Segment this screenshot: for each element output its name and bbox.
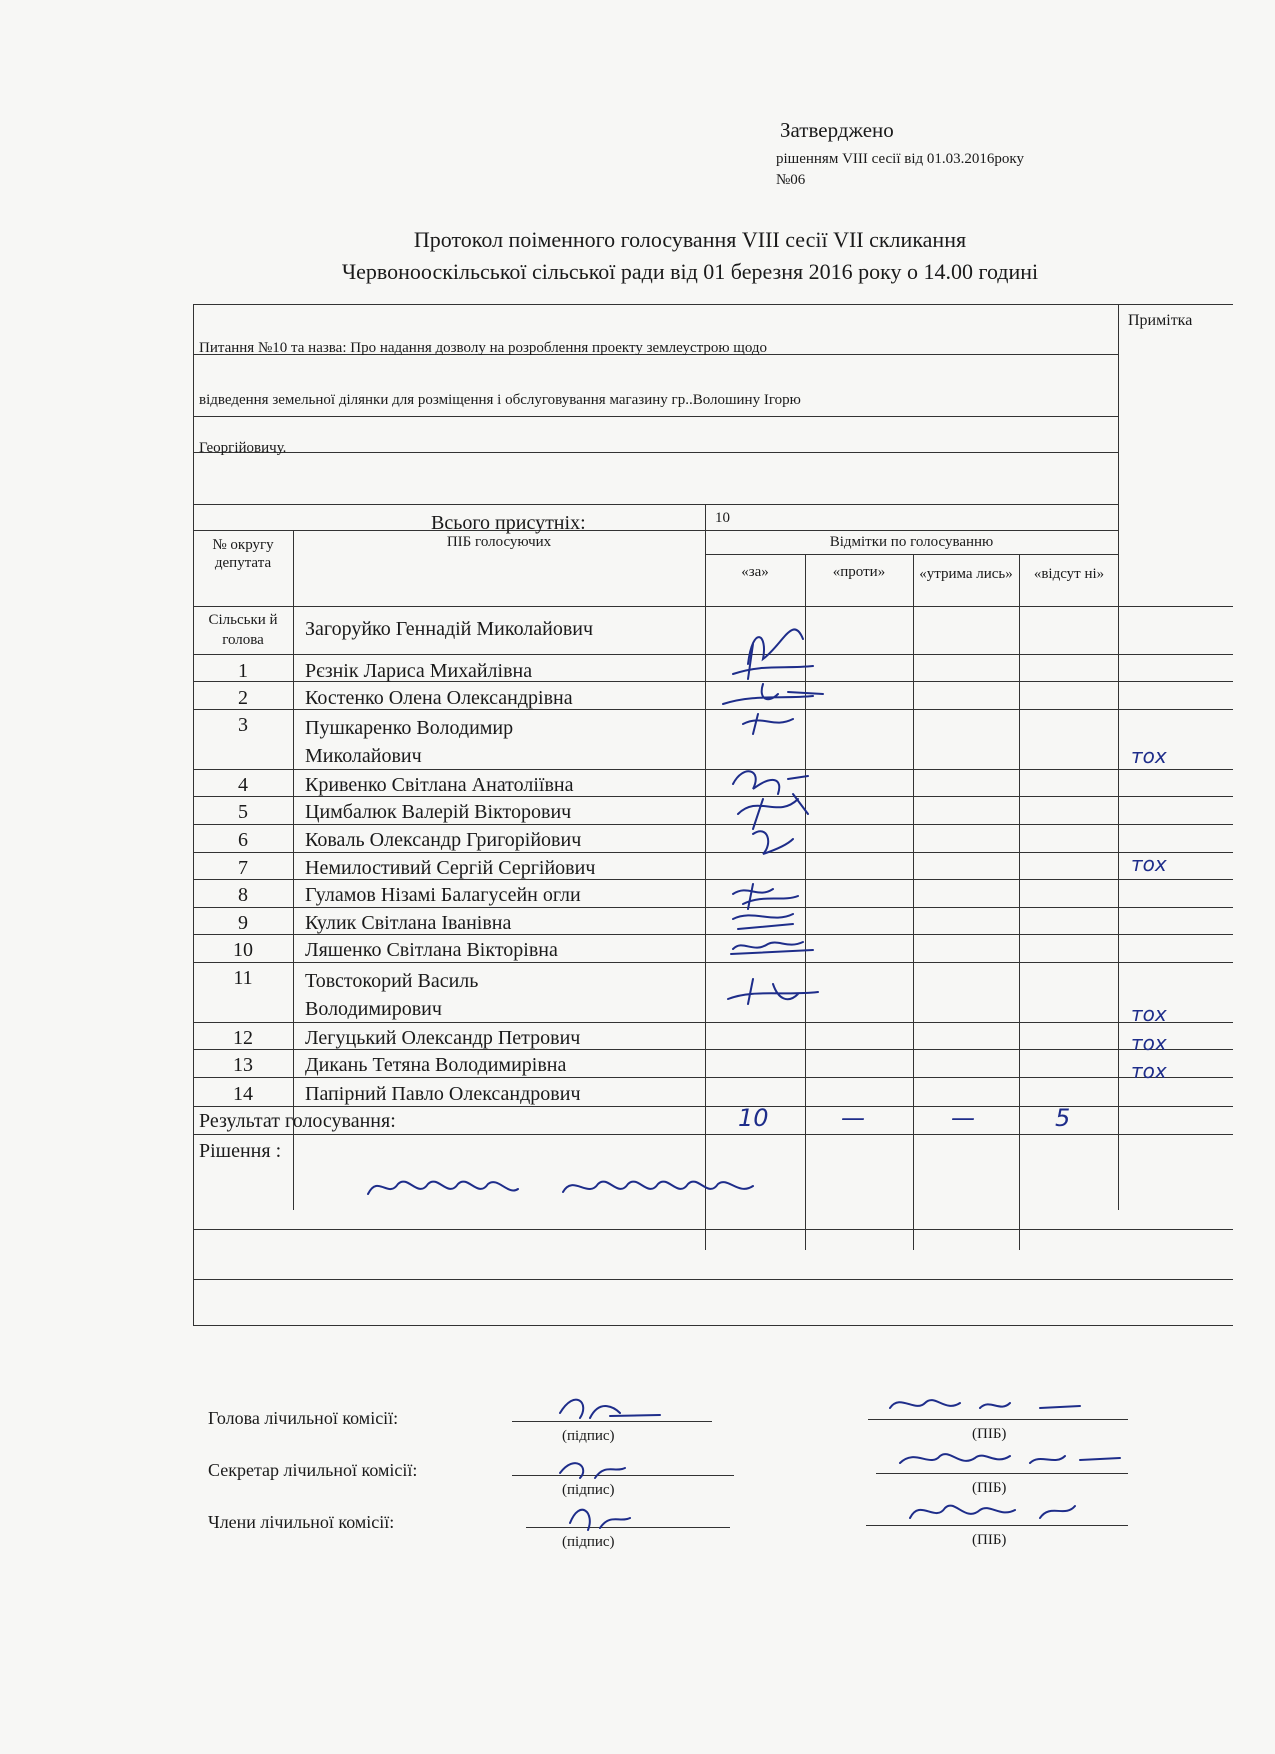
col-absent-header: «відсут ні» (1033, 566, 1105, 582)
row-14-name: Папірний Павло Олександрович (305, 1083, 581, 1105)
row-4-district: 4 (238, 774, 248, 796)
col-name-header: ПІБ голосуючих (446, 534, 552, 550)
col-for-header: «за» (741, 564, 769, 580)
secretary-name-handwriting (900, 1454, 1120, 1463)
approved-label: Затверджено (780, 118, 894, 142)
row-8-name: Гуламов Нізамі Балагусейн огли (305, 884, 581, 906)
row-2-name: Костенко Олена Олександрівна (305, 687, 573, 709)
present-value: 10 (715, 510, 730, 526)
row-7-name: Немилостивий Сергій Сергійович (305, 857, 596, 879)
row-14-district: 14 (233, 1083, 253, 1105)
row-8-district: 8 (238, 884, 248, 906)
row-12-name: Легуцький Олександр Петрович (305, 1027, 581, 1049)
absent-mark-row-13: тох (1131, 1031, 1167, 1055)
chair-label: Голова лічильної комісії: (208, 1408, 399, 1428)
signature-row-1 (723, 684, 823, 704)
present-label: Всього присутніх: (431, 512, 586, 534)
members-sign-caption: (підпис) (562, 1534, 615, 1550)
title-line-2: Червонооскільської сільської ради від 01 березня 2016 року о 14.00 годині (341, 259, 1039, 284)
row-3-district: 3 (238, 714, 248, 736)
decision-label: Рішення : (199, 1140, 282, 1162)
footer-signatures (520, 1368, 1220, 1548)
result-label: Результат голосування: (199, 1110, 396, 1132)
row-11-district: 11 (233, 967, 253, 989)
row-1-name: Рєзнік Лариса Михайлівна (305, 660, 533, 682)
row-10-district: 10 (233, 939, 253, 961)
approval-block (776, 118, 1024, 189)
signature-row-2 (743, 714, 793, 734)
members-name-caption: (ПІБ) (972, 1532, 1007, 1548)
for-signatures (693, 604, 953, 1164)
members-signature (570, 1510, 630, 1530)
row-9-name: Кулик Світлана Іванівна (305, 912, 512, 934)
result-abstain: — (951, 1104, 975, 1132)
chair-sign-caption: (підпис) (562, 1428, 615, 1444)
col-district-header: № округу депутата (212, 537, 274, 571)
row-11-name: Товстокорий Василь Володимирович (305, 970, 479, 1020)
signature-row-6 (753, 831, 793, 854)
signature-row-0 (733, 629, 813, 679)
signature-row-11 (728, 979, 818, 1004)
title-line-1: Протокол поіменного голосування VIII сесії VII скликання (413, 227, 967, 252)
row-10-name: Ляшенко Світлана Вікторівна (305, 939, 558, 961)
row-0-name: Загоруйко Геннадій Миколайович (305, 618, 594, 640)
signature-row-8 (733, 884, 798, 909)
signature-row-9 (733, 914, 793, 929)
row-7-district: 7 (238, 857, 248, 879)
secretary-signature (560, 1463, 625, 1478)
chair-name-handwriting (890, 1400, 1080, 1408)
note-header: Примітка (1128, 312, 1193, 329)
signature-row-5 (738, 794, 808, 829)
result-absent: 5 (1055, 1104, 1071, 1132)
row-1-district: 1 (238, 660, 248, 682)
members-name-handwriting (910, 1506, 1075, 1518)
voting-table (193, 304, 1233, 1326)
absent-mark-row-14: тох (1131, 1059, 1167, 1083)
col-against-header: «проти» (832, 564, 886, 580)
approval-decision: рішенням VIII сесії від 01.03.2016року (776, 151, 1024, 167)
question-line-2: відведення земельної ділянки для розміщення і обслуговування магазину гр..Волошину Ігорю (199, 392, 801, 408)
row-6-name: Коваль Олександр Григорійович (305, 829, 582, 851)
signature-row-4 (733, 771, 808, 794)
approval-number: №06 (776, 172, 806, 188)
page-title (190, 224, 1190, 288)
secretary-name-caption: (ПІБ) (972, 1480, 1007, 1496)
chair-name-caption: (ПІБ) (972, 1426, 1007, 1442)
decision-handwriting (363, 1154, 783, 1214)
col-votes-header: Відмітки по голосуванню (829, 534, 994, 550)
signature-row-10 (731, 942, 813, 954)
row-6-district: 6 (238, 829, 248, 851)
result-for: 10 (738, 1104, 769, 1132)
question-line-3: Георгійовичу. (199, 440, 287, 456)
question-line-1: Питання №10 та назва: Про надання дозволу на розроблення проекту землеустрою щодо (199, 340, 768, 356)
row-5-name: Цимбалюк Валерій Вікторович (305, 801, 572, 823)
chair-signature (560, 1400, 660, 1418)
secretary-label: Секретар лічильної комісії: (208, 1460, 418, 1480)
row-3-name: Пушкаренко Володимир Миколайович (305, 717, 514, 767)
absent-mark-row-12: тох (1131, 1002, 1167, 1026)
result-against: — (841, 1104, 865, 1132)
secretary-sign-caption: (підпис) (562, 1482, 615, 1498)
members-label: Члени лічильної комісії: (208, 1512, 395, 1532)
row-2-district: 2 (238, 687, 248, 709)
row-12-district: 12 (233, 1027, 253, 1049)
row-13-district: 13 (233, 1054, 253, 1076)
absent-mark-row-3: тох (1131, 744, 1167, 768)
row-5-district: 5 (238, 801, 248, 823)
row-9-district: 9 (238, 912, 248, 934)
row-0-district: Сільськи й голова (208, 612, 278, 648)
row-4-name: Кривенко Світлана Анатоліївна (305, 774, 574, 796)
row-13-name: Дикань Тетяна Володимирівна (305, 1054, 567, 1076)
absent-mark-row-7: тох (1131, 852, 1167, 876)
col-abstain-header: «утрима лись» (919, 566, 1013, 582)
